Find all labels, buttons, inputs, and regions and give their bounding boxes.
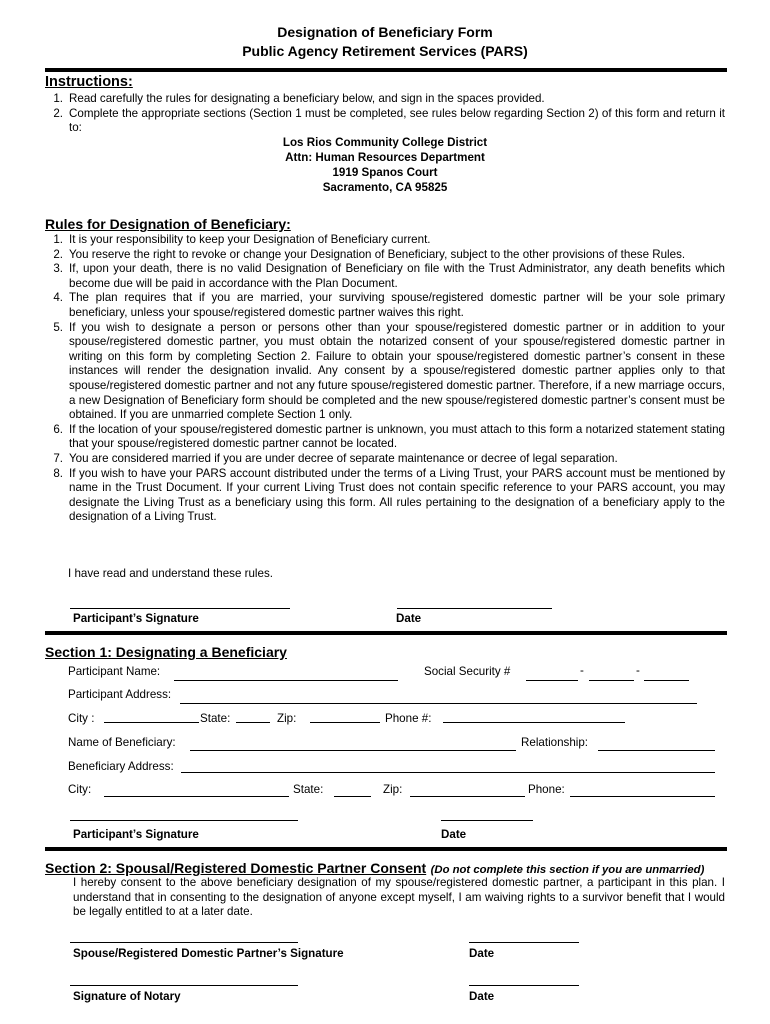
rules-signature-line[interactable]: [70, 608, 290, 609]
section1-date-line[interactable]: [441, 820, 533, 821]
city-field[interactable]: [104, 722, 199, 723]
spouse-signature-line[interactable]: [70, 942, 298, 943]
return-address: [0, 135, 770, 195]
participant-name-label: Participant Name:: [68, 665, 161, 678]
rules-date-line[interactable]: [397, 608, 552, 609]
rules-date-label: Date: [396, 612, 422, 625]
section1-signature-label: Participant’s Signature: [73, 828, 199, 841]
ssn-dash: -: [580, 664, 584, 677]
beneficiary-name-field[interactable]: [190, 750, 516, 751]
state-label: State:: [200, 712, 231, 725]
beneficiary-city-label: City:: [68, 783, 92, 796]
rule-item: 5. If you wish to designate a person or persons other than your spouse/registered domestic partner or in addition to your spouse/registered domestic partner, you must obtain the notarized consent of your spouse/registered domestic partner in writing on this form by completing Section 2. Failure to obtain your spouse/registered domestic partner’s consent in these instances will render the designation invalid. Any consent by a spouse/registered domestic partner applies only to that spouse/registered domestic partner and not any future spouse/registered domestic partner. Therefore, if a new marriage occurs, a new Designation of Beneficiary form should be completed and the new spouse/registered domestic partner’s consent must be obtained. If you are unmarried complete Section 1 only.: [53, 320, 725, 422]
section1-signature-line[interactable]: [70, 820, 298, 821]
state-field[interactable]: [236, 722, 270, 723]
ssn-field-2[interactable]: [589, 680, 634, 681]
notary-date-label: Date: [469, 990, 495, 1003]
phone-field[interactable]: [443, 722, 625, 723]
spouse-date-line[interactable]: [469, 942, 579, 943]
ssn-field-3[interactable]: [644, 680, 689, 681]
rule-item: 2. You reserve the right to revoke or change your Designation of Beneficiary, subject to the other provisions of these Rules.: [53, 247, 686, 261]
beneficiary-zip-label: Zip:: [383, 783, 403, 796]
section2-consent-text: I hereby consent to the above beneficiary designation of my spouse/registered domestic partner, a participant in this plan. I understand that in consenting to the designation of anyone except myself, I am waiving rights to a survivor benefit that I would be legally entitled to at a later date.: [73, 876, 725, 919]
section2-heading: Section 2: Spousal/Registered Domestic Partner Consent: [45, 860, 427, 876]
rules-heading: Rules for Designation of Beneficiary:: [45, 216, 291, 232]
beneficiary-phone-label: Phone:: [528, 783, 565, 796]
participant-name-field[interactable]: [174, 680, 398, 681]
zip-field[interactable]: [310, 722, 380, 723]
address-line: Attn: Human Resources Department: [285, 151, 485, 164]
zip-label: Zip:: [277, 712, 297, 725]
rule-item: 1. It is your responsibility to keep your Designation of Beneficiary current.: [53, 233, 431, 246]
participant-address-field[interactable]: [180, 703, 697, 704]
beneficiary-address-label: Beneficiary Address:: [68, 760, 174, 773]
relationship-label: Relationship:: [521, 736, 589, 749]
rule-item: 3. If, upon your death, there is no valid Designation of Beneficiary on file with the Trust Administrator, any death benefits which become due will be paid in accordance with the Plan Document.: [53, 262, 725, 290]
section1-heading: Section 1: Designating a Beneficiary: [45, 644, 287, 660]
section1-divider: [45, 631, 727, 635]
phone-label: Phone #:: [385, 712, 432, 725]
ssn-label: Social Security #: [424, 665, 511, 678]
beneficiary-address-field[interactable]: [181, 772, 715, 773]
city-label: City :: [68, 712, 95, 725]
notary-signature-line[interactable]: [70, 985, 298, 986]
section2-divider: [45, 847, 727, 851]
rules-signature-label: Participant’s Signature: [73, 612, 199, 625]
address-line: 1919 Spanos Court: [332, 166, 438, 179]
instruction-item: 1. Read carefully the rules for designating a beneficiary below, and sign in the spaces provided.: [53, 92, 545, 105]
section1-date-label: Date: [441, 828, 467, 841]
beneficiary-phone-field[interactable]: [570, 796, 715, 797]
beneficiary-state-field[interactable]: [334, 796, 371, 797]
notary-date-line[interactable]: [469, 985, 579, 986]
form-title: Designation of Beneficiary Form: [277, 24, 493, 40]
rules-list: [47, 233, 725, 525]
beneficiary-name-label: Name of Beneficiary:: [68, 736, 176, 749]
relationship-field[interactable]: [598, 750, 715, 751]
instruction-item: 2. Complete the appropriate sections (Section 1 must be completed, see rules below regarding Section 2) of this form and return it to:: [53, 106, 725, 135]
participant-address-label: Participant Address:: [68, 688, 172, 701]
instructions-list: [47, 92, 725, 136]
spouse-signature-label: Spouse/Registered Domestic Partner’s Signature: [73, 947, 344, 960]
beneficiary-city-field[interactable]: [104, 796, 289, 797]
address-line: Los Rios Community College District: [282, 136, 488, 149]
beneficiary-zip-field[interactable]: [410, 796, 525, 797]
section2-note: (Do not complete this section if you are unmarried): [430, 864, 705, 876]
ssn-field-1[interactable]: [526, 680, 578, 681]
ssn-dash: -: [636, 664, 640, 677]
rule-item: 6. If the location of your spouse/registered domestic partner is unknown, you must attach to this form a notarized statement stating that your spouse/registered domestic partner cannot be located.: [53, 422, 725, 451]
rule-item: 8. If you wish to have your PARS account distributed under the terms of a Living Trust, your PARS account must be mentioned by name in the Trust Document. If your current Living Trust does not contain specific reference to your PARS account, you may designate the Living Trust as a beneficiary using this form. All rules pertaining to the designation of a beneficiary apply to the designation of a Living Trust.: [53, 466, 725, 524]
rule-item: 7. You are considered married if you are under decree of separate maintenance or decree of legal separation.: [53, 451, 618, 465]
address-line: Sacramento, CA 95825: [322, 181, 448, 194]
header-divider: [45, 68, 727, 72]
instructions-heading: Instructions:: [45, 74, 133, 90]
rule-item: 4. The plan requires that if you are married, your surviving spouse/registered domestic partner will be your sole primary beneficiary, unless your spouse/registered domestic partner waives this right.: [53, 291, 725, 319]
form-subtitle: Public Agency Retirement Services (PARS): [242, 43, 528, 59]
beneficiary-state-label: State:: [293, 783, 324, 796]
spouse-date-label: Date: [469, 947, 495, 960]
acknowledge-text: I have read and understand these rules.: [68, 567, 273, 580]
notary-signature-label: Signature of Notary: [73, 990, 181, 1003]
